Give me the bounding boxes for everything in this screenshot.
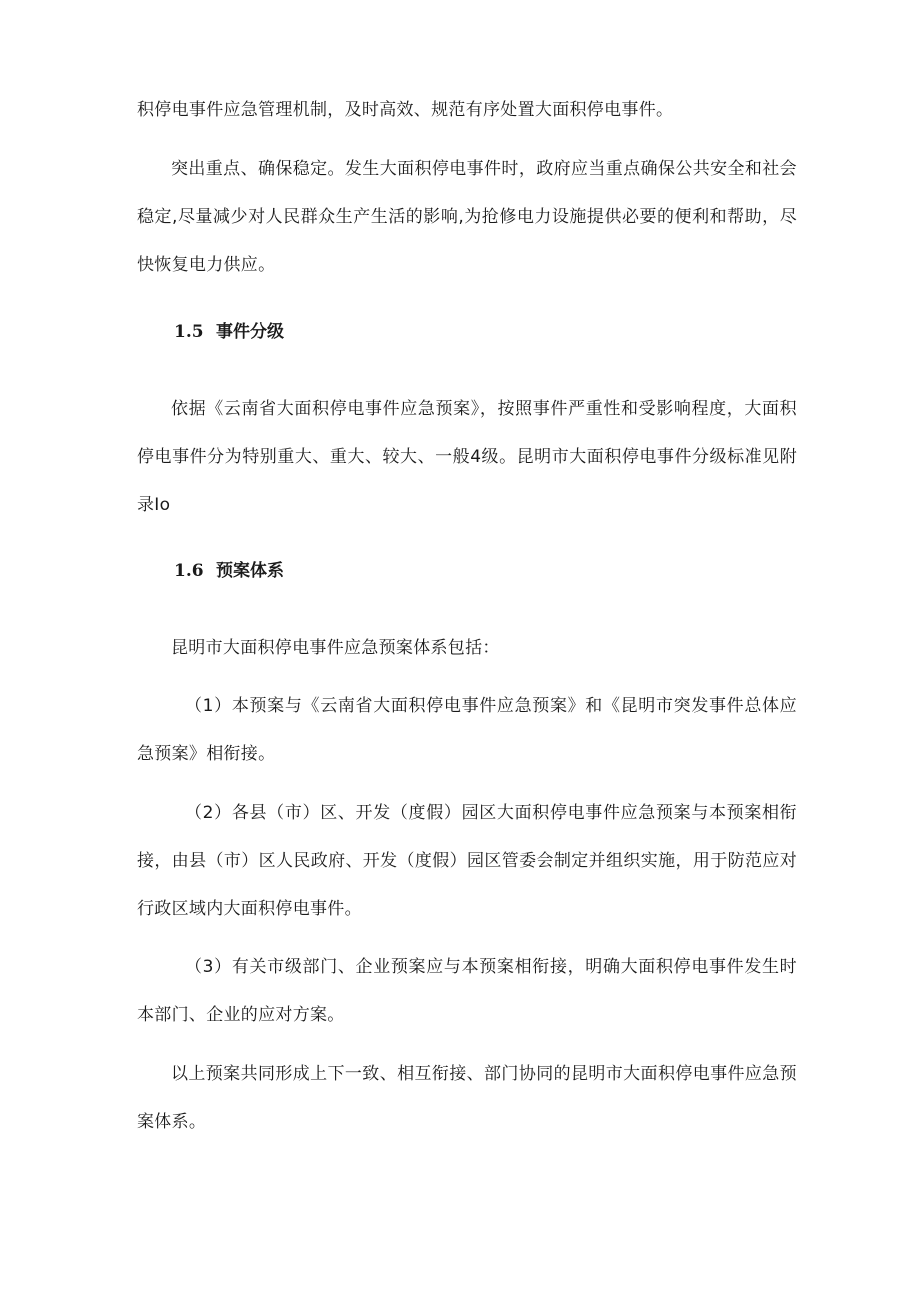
paragraph-event-grading: 依据《云南省大面积停电事件应急预案》，按照事件严重性和受影响程度，大面积停电事件分为特别重大、重大、较大、一般4级。昆明市大面积停电事件分级标准见附录Io <box>137 399 797 515</box>
paragraph-item-3: （3）有关市级部门、企业预案应与本预案相衔接，明确大面积停电事件发生时本部门、企业的应对方案。 <box>137 957 797 1025</box>
paragraph-conclusion: 以上预案共同形成上下一致、相互衔接、部门协同的昆明市大面积停电事件应急预案体系。 <box>137 1064 797 1132</box>
paragraph-item-2: （2）各县（市）区、开发（度假）园区大面积停电事件应急预案与本预案相衔接，由县（市）区人民政府、开发（度假）园区管委会制定并组织实施，用于防范应对行政区域内大面积停电事件。 <box>137 803 797 919</box>
paragraph-item-1: （1）本预案与《云南省大面积停电事件应急预案》和《昆明市突发事件总体应急预案》相衔接。 <box>137 696 797 764</box>
section-title: 预案体系 <box>216 561 284 581</box>
paragraph-mechanism: 积停电事件应急管理机制，及时高效、规范有序处置大面积停电事件。 <box>137 100 674 120</box>
section-title: 事件分级 <box>216 322 284 342</box>
section-number: 1.6 <box>174 561 204 581</box>
section-heading-1-5 <box>174 317 284 347</box>
section-heading-1-6 <box>174 556 284 586</box>
section-number: 1.5 <box>174 322 204 342</box>
paragraph-plan-system-intro: 昆明市大面积停电事件应急预案体系包括： <box>171 638 500 658</box>
paragraph-key-points: 突出重点、确保稳定。发生大面积停电事件时，政府应当重点确保公共安全和社会稳定,尽量减少对人民群众生产生活的影响,为抢修电力设施提供必要的便利和帮助，尽快恢复电力供应。 <box>137 159 797 275</box>
